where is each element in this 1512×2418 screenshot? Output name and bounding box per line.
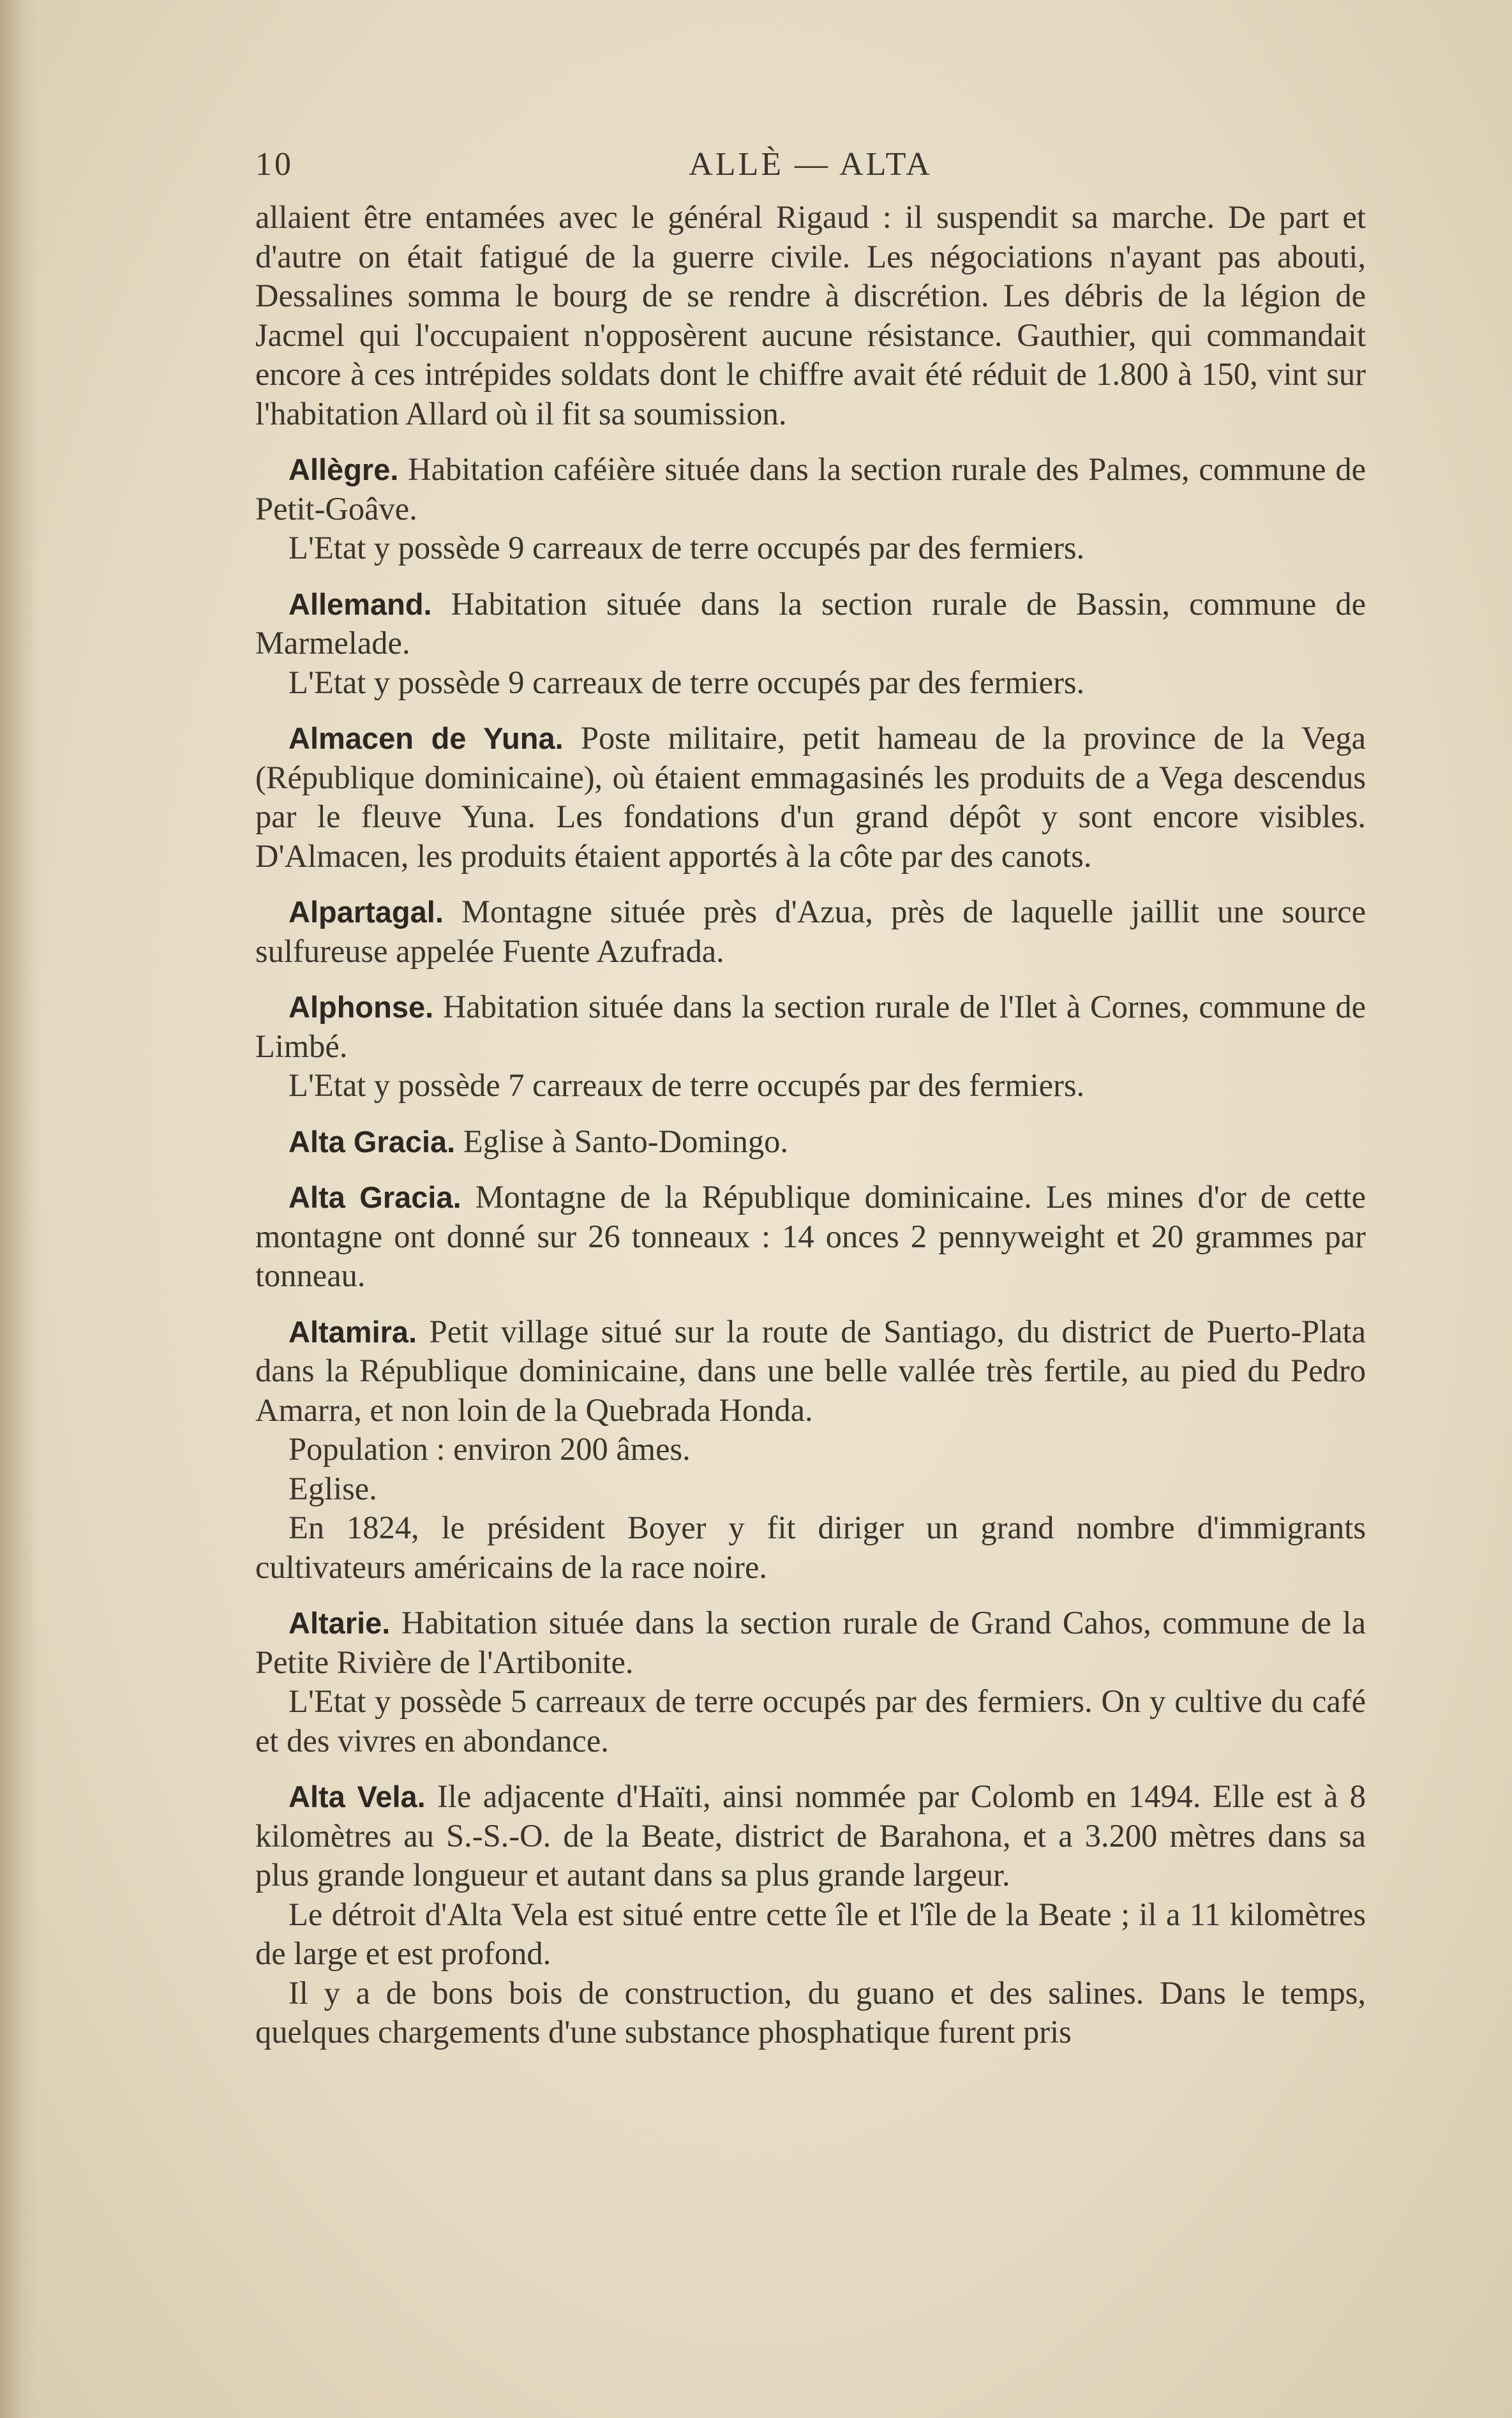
entry-note: Eglise.	[288, 1470, 377, 1506]
definition: Habitation située dans la section rurale de Bassin, commune de Marmelade.	[255, 585, 1366, 661]
headword: Altamira.	[288, 1314, 417, 1349]
entry-alphonse	[255, 987, 1366, 1066]
page-header	[255, 146, 1366, 190]
page-number: 10	[255, 146, 294, 183]
entry-almacen-de-yuna	[255, 719, 1366, 876]
definition: Habitation située dans la section rurale de Grand Cahos, commune de la Petite Rivière de l'Artibonite.	[255, 1605, 1366, 1680]
definition: Eglise à Santo-Domingo.	[455, 1123, 789, 1159]
headword: Allègre.	[288, 453, 399, 486]
headword: Alta Vela.	[288, 1780, 426, 1814]
entry-note: En 1824, le président Boyer y fit diriger un grand nombre d'immigrants cultivateurs américains de la race noire.	[255, 1510, 1366, 1585]
definition: Petit village situé sur la route de Santiago, du district de Puerto-Plata dans la République dominicaine, dans une belle vallée très fertile, au pied du Pedro Amarra, et non loin de la Quebrada Honda.	[255, 1313, 1366, 1428]
headword: Alta Gracia.	[288, 1180, 461, 1214]
headword: Alpartagal.	[288, 895, 444, 929]
continuation-paragraph: allaient être entamées avec le général Rigaud : il suspendit sa marche. De part et d'autre on était fatigué de la guerre civile. Les négociations n'ayant pas abouti, Dessalines somma le bourg de se rendre à discrétion. Les débris de la légion de Jacmel qui l'occupaient n'opposèrent aucune résistance. Gauthier, qui commandait encore à ces intrépides soldats dont le chiffre avait été réduit de 1.800 à 150, vint sur l'habitation Allard où il fit sa soumission.	[255, 199, 1366, 432]
definition: Montagne située près d'Azua, près de laquelle jaillit une source sulfureuse appelée Fuente Azufrada.	[255, 894, 1366, 969]
body-text	[255, 198, 1366, 2052]
entry-altarie	[255, 1603, 1366, 1682]
entry-alta-gracia-montagne	[255, 1178, 1366, 1296]
page-edge-shadow	[0, 0, 38, 2418]
entry-note: Le détroit d'Alta Vela est situé entre cette île et l'île de la Beate ; il a 11 kilomètres de large et est profond.	[255, 1896, 1366, 1971]
headword: Alphonse.	[288, 990, 434, 1024]
definition: Ile adjacente d'Haïti, ainsi nommée par Colomb en 1494. Elle est à 8 kilomètres au S.-S.-O. de la Beate, district de Barahona, et a 3.200 mètres dans sa plus grande longueur et autant dans sa plus grande largeur.	[255, 1778, 1366, 1893]
definition: Montagne de la République dominicaine. Les mines d'or de cette montagne ont donné sur 26 tonneaux : 14 onces 2 pennyweight et 20 grammes par tonneau.	[255, 1179, 1366, 1293]
entry-note: Population : environ 200 âmes.	[288, 1431, 691, 1467]
headword: Alta Gracia.	[288, 1124, 456, 1159]
headword: Altarie.	[288, 1606, 391, 1640]
entry-note: L'Etat y possède 5 carreaux de terre occupés par des fermiers. On y cultive du café et des vivres en abondance.	[255, 1683, 1366, 1759]
entry-altamira	[255, 1312, 1366, 1431]
headword: Almacen de Yuna.	[288, 721, 564, 755]
headword: Allemand.	[288, 587, 432, 621]
entry-alta-vela	[255, 1777, 1366, 1895]
entry-allegre	[255, 450, 1366, 529]
entry-alpartagal	[255, 892, 1366, 971]
entry-note: L'Etat y possède 7 carreaux de terre occupés par des fermiers.	[288, 1067, 1085, 1103]
entry-alta-gracia-eglise	[255, 1122, 1366, 1162]
entry-note: Il y a de bons bois de construction, du guano et des salines. Dans le temps, quelques chargements d'une substance phosphatique furent pris	[255, 1974, 1366, 2050]
definition: Habitation située dans la section rurale de l'Ilet à Cornes, commune de Limbé.	[255, 989, 1366, 1064]
entry-note: L'Etat y possède 9 carreaux de terre occupés par des fermiers.	[288, 530, 1085, 566]
entry-allemand	[255, 585, 1366, 663]
entry-note: L'Etat y possède 9 carreaux de terre occupés par des fermiers.	[288, 664, 1085, 700]
running-head: ALLÈ — ALTA	[689, 146, 932, 183]
definition: Habitation caféière située dans la section rurale des Palmes, commune de Petit-Goâve.	[255, 451, 1366, 527]
definition: Poste militaire, petit hameau de la province de la Vega (République dominicaine), où étaient emmagasinés les produits de a Vega descendus par le fleuve Yuna. Les fondations d'un grand dépôt y sont encore visibles. D'Almacen, les produits étaient apportés à la côte par des canots.	[255, 720, 1366, 874]
